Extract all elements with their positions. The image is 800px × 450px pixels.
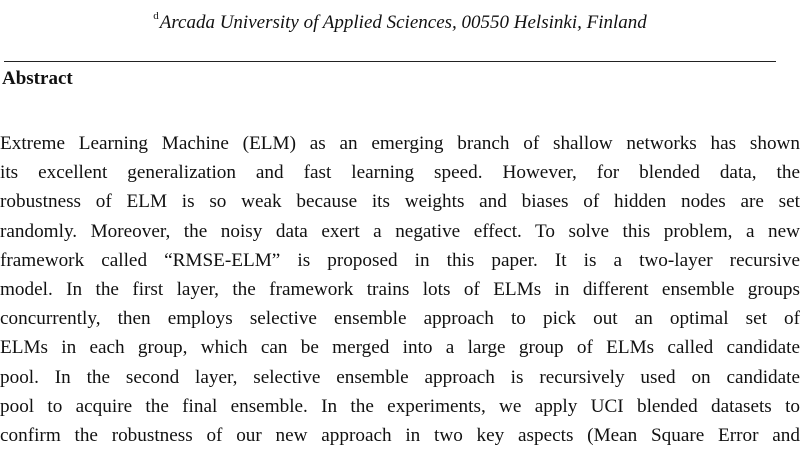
section-divider <box>4 61 776 62</box>
affiliation-text: Arcada University of Applied Sciences, 00550 Helsinki, Finland <box>159 12 647 33</box>
abstract-line: randomly. Moreover, the noisy data exert a negative effect. To solve this problem, a new <box>0 220 800 242</box>
abstract-line: its excellent generalization and fast learning speed. However, for blended data, the <box>0 162 800 184</box>
abstract-line: Extreme Learning Machine (ELM) as an emerging branch of shallow networks has shown <box>0 133 800 154</box>
affiliation <box>0 4 800 35</box>
abstract-line: ELMs in each group, which can be merged into a large group of ELMs called candidate <box>0 337 800 359</box>
abstract-line: framework called “RMSE-ELM” is proposed in this paper. It is a two-layer recursive <box>0 249 800 271</box>
abstract-body <box>0 129 800 450</box>
abstract-line: pool. In the second layer, selective ensemble approach is recursively used on candidate <box>0 366 800 388</box>
abstract-line: model. In the first layer, the framework trains lots of ELMs in different ensemble groups <box>0 278 800 300</box>
abstract-line: concurrently, then employs selective ensemble approach to pick out an optimal set of <box>0 308 800 330</box>
abstract-line: pool to acquire the final ensemble. In the experiments, we apply UCI blended datasets to <box>0 395 800 417</box>
affiliation-marker: d <box>153 10 159 22</box>
abstract-heading: Abstract <box>2 68 73 89</box>
abstract-line: confirm the robustness of our new approach in two key aspects (Mean Square Error and <box>0 424 800 446</box>
abstract-line: robustness of ELM is so weak because its weights and biases of hidden nodes are set <box>0 191 800 213</box>
